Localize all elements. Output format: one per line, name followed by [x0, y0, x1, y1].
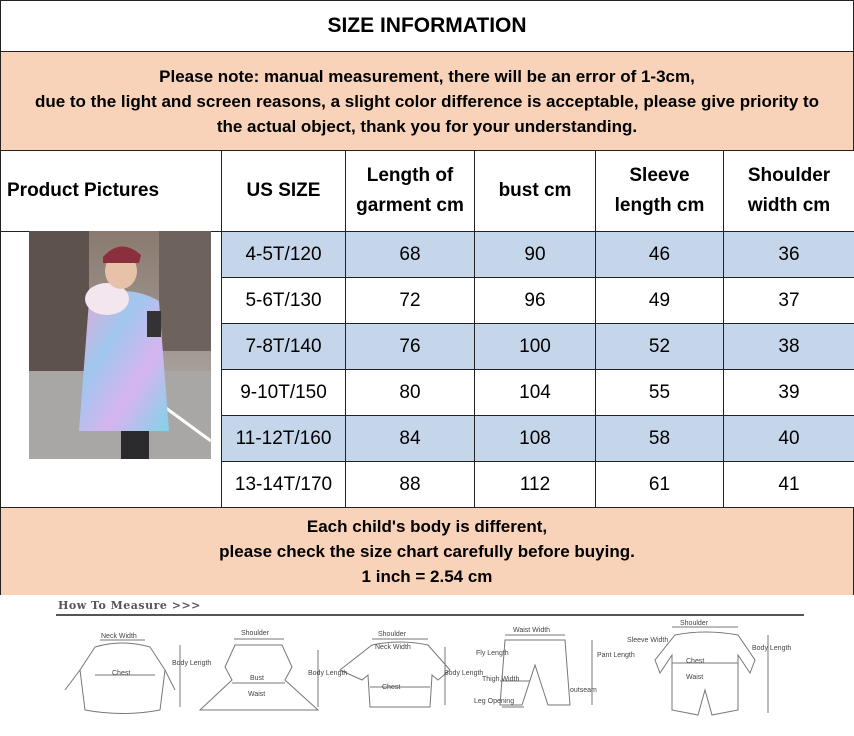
- product-photo: [29, 231, 211, 459]
- label-pant-length: Pant Length: [597, 652, 635, 659]
- notice-line-3: the actual object, thank you for your understanding.: [216, 116, 638, 136]
- cell-bust: 96: [475, 278, 596, 324]
- footer-line-2: please check the size chart carefully before buying.: [219, 542, 635, 561]
- label-neck-width: Neck Width: [101, 633, 137, 640]
- how-to-measure-section: [0, 595, 854, 736]
- label-body-length-romper: Body Length: [752, 645, 792, 652]
- cell-shoulder: 38: [724, 324, 854, 370]
- size-table: [0, 150, 854, 508]
- cell-sleeve: 55: [596, 370, 724, 416]
- cell-length: 84: [346, 416, 475, 462]
- cell-size: 11-12T/160: [222, 416, 346, 462]
- label-bust: Bust: [250, 675, 265, 682]
- cell-bust: 104: [475, 370, 596, 416]
- label-sleeve-width: Sleeve Width: [627, 637, 669, 644]
- label-thigh-width: Thigh Width: [482, 676, 520, 683]
- label-outseam: outseam: [570, 687, 597, 694]
- cell-size: 5-6T/130: [222, 278, 346, 324]
- cell-sleeve: 46: [596, 232, 724, 278]
- label-shoulder-shirt: Shoulder: [378, 631, 407, 638]
- label-chest-romper: Chest: [686, 658, 705, 665]
- cell-sleeve: 61: [596, 462, 724, 508]
- footer-line-3: 1 inch = 2.54 cm: [361, 567, 493, 586]
- product-picture-cell: [1, 232, 222, 508]
- romper-diagram: [655, 627, 768, 715]
- cell-length: 80: [346, 370, 475, 416]
- label-body-length-shirt: Body Length: [444, 670, 484, 677]
- cell-length: 72: [346, 278, 475, 324]
- label-fly-length: Fly Length: [476, 650, 509, 657]
- label-shoulder: Shoulder: [241, 630, 270, 637]
- cell-shoulder: 37: [724, 278, 854, 324]
- cell-bust: 100: [475, 324, 596, 370]
- cell-length: 76: [346, 324, 475, 370]
- header-us-size: US SIZE: [222, 151, 346, 232]
- label-chest-shirt: Chest: [382, 684, 401, 691]
- cell-size: 7-8T/140: [222, 324, 346, 370]
- header-sleeve: Sleeve length cm: [596, 151, 724, 232]
- pants-diagram: [500, 635, 592, 707]
- header-length: Length of garment cm: [346, 151, 475, 232]
- cell-size: 13-14T/170: [222, 462, 346, 508]
- cell-bust: 108: [475, 416, 596, 462]
- table-row: [1, 232, 854, 278]
- cell-shoulder: 41: [724, 462, 854, 508]
- label-waist-width: Waist Width: [513, 627, 551, 634]
- cell-length: 88: [346, 462, 475, 508]
- cell-sleeve: 52: [596, 324, 724, 370]
- header-bust: bust cm: [475, 151, 596, 232]
- notice-line-1: Please note: manual measurement, there will be an error of 1-3cm,: [159, 66, 695, 86]
- label-shoulder-romper: Shoulder: [680, 620, 709, 627]
- cell-sleeve: 49: [596, 278, 724, 324]
- cell-shoulder: 40: [724, 416, 854, 462]
- label-waist-romper: Waist: [686, 674, 704, 681]
- cell-shoulder: 36: [724, 232, 854, 278]
- label-leg-opening: Leg Opening: [474, 698, 515, 705]
- page-title: SIZE INFORMATION: [0, 0, 854, 52]
- measurement-notice: [0, 52, 854, 151]
- table-header-row: [1, 151, 854, 232]
- cell-bust: 112: [475, 462, 596, 508]
- label-neck-width-shirt: Neck Width: [375, 644, 411, 651]
- cell-bust: 90: [475, 232, 596, 278]
- footer-line-1: Each child's body is different,: [306, 517, 548, 536]
- how-to-measure-heading: How To Measure >>>: [58, 599, 201, 612]
- measurement-diagrams: [0, 595, 854, 736]
- label-waist: Waist: [248, 691, 266, 698]
- header-product-pictures: Product Pictures: [1, 151, 222, 232]
- cell-length: 68: [346, 232, 475, 278]
- cell-shoulder: 39: [724, 370, 854, 416]
- header-shoulder: Shoulder width cm: [724, 151, 854, 232]
- cell-sleeve: 58: [596, 416, 724, 462]
- notice-line-2: due to the light and screen reasons, a slight color difference is acceptable, please give priority to: [34, 91, 820, 111]
- cell-size: 4-5T/120: [222, 232, 346, 278]
- label-chest: Chest: [112, 670, 131, 677]
- label-body-length: Body Length: [172, 660, 212, 667]
- footer-notice: [0, 507, 854, 596]
- label-body-length-dress: Body Length: [308, 670, 348, 677]
- cell-size: 9-10T/150: [222, 370, 346, 416]
